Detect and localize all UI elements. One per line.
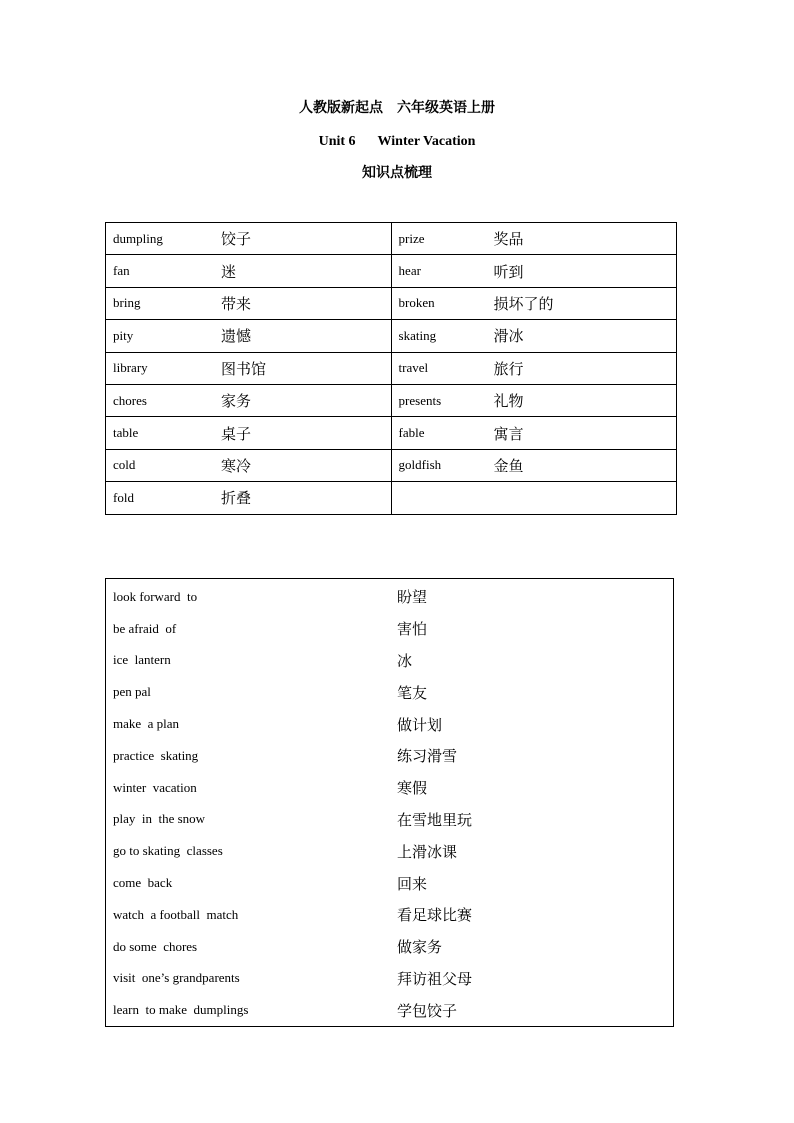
phrase-english: pen pal bbox=[113, 684, 151, 700]
table-row bbox=[106, 449, 677, 481]
unit-number: Unit 6 bbox=[318, 134, 356, 149]
unit-heading bbox=[0, 132, 794, 152]
table-row bbox=[106, 708, 674, 740]
phrase-english: learn to make dumplings bbox=[113, 1002, 249, 1018]
table-row bbox=[106, 320, 677, 352]
phrase-chinese: 上滑冰课 bbox=[397, 842, 458, 861]
phrase-chinese: 做计划 bbox=[397, 715, 443, 734]
table-row bbox=[106, 963, 674, 995]
section-subtitle: 知识点梳理 bbox=[362, 166, 432, 181]
phrase-english: come back bbox=[113, 875, 173, 891]
vocab-cell bbox=[391, 482, 676, 514]
table-row bbox=[106, 931, 674, 963]
table-row bbox=[106, 994, 674, 1026]
phrase-chinese: 拜访祖父母 bbox=[397, 969, 473, 988]
vocab-meaning: 损坏了的 bbox=[493, 294, 554, 313]
vocab-cell bbox=[106, 449, 392, 481]
phrase-chinese: 冰 bbox=[397, 651, 413, 670]
vocab-cell bbox=[106, 320, 392, 352]
table-row bbox=[106, 835, 674, 867]
table-row bbox=[106, 740, 674, 772]
vocab-cell bbox=[391, 384, 676, 416]
vocab-meaning: 饺子 bbox=[221, 230, 252, 249]
phrase-chinese: 在雪地里玩 bbox=[397, 810, 473, 829]
phrase-chinese: 看足球比赛 bbox=[397, 906, 473, 925]
vocab-cell bbox=[391, 255, 676, 287]
phrase-english: make a plan bbox=[113, 716, 180, 732]
vocab-meaning: 遗憾 bbox=[221, 327, 252, 346]
phrase-english: practice skating bbox=[113, 747, 199, 763]
vocab-word: prize bbox=[398, 230, 425, 246]
vocab-word: chores bbox=[113, 392, 147, 408]
vocab-word: pity bbox=[113, 327, 134, 343]
vocab-word: hear bbox=[398, 263, 421, 279]
table-row bbox=[106, 482, 677, 514]
vocab-meaning: 寒冷 bbox=[221, 456, 252, 475]
vocab-cell bbox=[106, 384, 392, 416]
vocab-word: table bbox=[113, 425, 139, 441]
table-row bbox=[106, 417, 677, 449]
vocab-meaning: 金鱼 bbox=[493, 456, 524, 475]
phrase-chinese: 做家务 bbox=[397, 938, 443, 957]
phrase-english: look forward to bbox=[113, 588, 198, 604]
vocab-cell bbox=[106, 255, 392, 287]
phrase-chinese: 学包饺子 bbox=[397, 1001, 458, 1020]
table-row bbox=[106, 384, 677, 416]
table-row bbox=[106, 899, 674, 931]
vocab-cell bbox=[106, 223, 392, 255]
vocab-cell bbox=[106, 417, 392, 449]
vocab-word: fan bbox=[113, 263, 130, 279]
table-row bbox=[106, 613, 674, 645]
vocab-cell bbox=[391, 417, 676, 449]
phrase-english: go to skating classes bbox=[113, 843, 223, 859]
vocab-cell bbox=[391, 449, 676, 481]
vocab-meaning: 奖品 bbox=[493, 230, 524, 249]
phrase-chinese: 笔友 bbox=[397, 683, 428, 702]
phrase-english: winter vacation bbox=[113, 779, 197, 795]
unit-name: Winter Vacation bbox=[377, 134, 476, 149]
vocab-meaning: 滑冰 bbox=[493, 327, 524, 346]
vocab-word: goldfish bbox=[398, 457, 442, 473]
phrase-english: play in the snow bbox=[113, 811, 206, 827]
vocab-cell bbox=[391, 352, 676, 384]
table-row bbox=[106, 867, 674, 899]
phrase-chinese: 练习滑雪 bbox=[397, 747, 458, 766]
phrase-chinese: 寒假 bbox=[397, 779, 428, 798]
vocab-meaning: 折叠 bbox=[221, 489, 252, 508]
page-title: 人教版新起点 六年级英语上册 bbox=[299, 101, 495, 116]
vocab-meaning: 听到 bbox=[493, 262, 524, 281]
phrase-english: do some chores bbox=[113, 938, 198, 954]
vocab-meaning: 桌子 bbox=[221, 424, 252, 443]
vocab-word: skating bbox=[398, 327, 437, 343]
vocab-word: fold bbox=[113, 489, 134, 505]
table-row bbox=[106, 676, 674, 708]
vocab-word: bring bbox=[113, 295, 141, 311]
vocab-cell bbox=[391, 320, 676, 352]
vocab-meaning: 迷 bbox=[221, 262, 237, 281]
vocab-meaning: 旅行 bbox=[493, 359, 524, 378]
table-row bbox=[106, 772, 674, 804]
vocab-word: fable bbox=[398, 425, 425, 441]
vocab-cell bbox=[391, 223, 676, 255]
table-row bbox=[106, 579, 674, 613]
phrases-table bbox=[105, 578, 674, 1027]
table-row bbox=[106, 223, 677, 255]
vocab-meaning: 寓言 bbox=[493, 424, 524, 443]
table-row bbox=[106, 645, 674, 677]
phrase-english: ice lantern bbox=[113, 652, 171, 668]
vocab-cell bbox=[106, 482, 392, 514]
vocab-cell bbox=[106, 287, 392, 319]
phrase-chinese: 害怕 bbox=[397, 620, 428, 639]
table-row bbox=[106, 352, 677, 384]
phrase-english: be afraid of bbox=[113, 620, 177, 636]
vocabulary-table bbox=[105, 222, 677, 515]
phrase-english: watch a football match bbox=[113, 906, 239, 922]
phrase-english: visit one’s grandparents bbox=[113, 970, 240, 986]
vocab-word: cold bbox=[113, 457, 136, 473]
vocab-meaning: 带来 bbox=[221, 294, 252, 313]
phrase-chinese: 盼望 bbox=[397, 588, 428, 607]
vocab-word: travel bbox=[398, 360, 429, 376]
vocab-meaning: 礼物 bbox=[493, 392, 524, 411]
table-row bbox=[106, 287, 677, 319]
vocab-cell bbox=[391, 287, 676, 319]
vocab-meaning: 家务 bbox=[221, 392, 252, 411]
vocab-word: library bbox=[113, 360, 148, 376]
vocab-word: broken bbox=[398, 295, 435, 311]
vocab-meaning: 图书馆 bbox=[221, 359, 267, 378]
table-row bbox=[106, 255, 677, 287]
vocab-word: dumpling bbox=[113, 230, 163, 246]
table-row bbox=[106, 804, 674, 836]
phrase-chinese: 回来 bbox=[397, 874, 428, 893]
vocab-word: presents bbox=[398, 392, 442, 408]
vocab-cell bbox=[106, 352, 392, 384]
